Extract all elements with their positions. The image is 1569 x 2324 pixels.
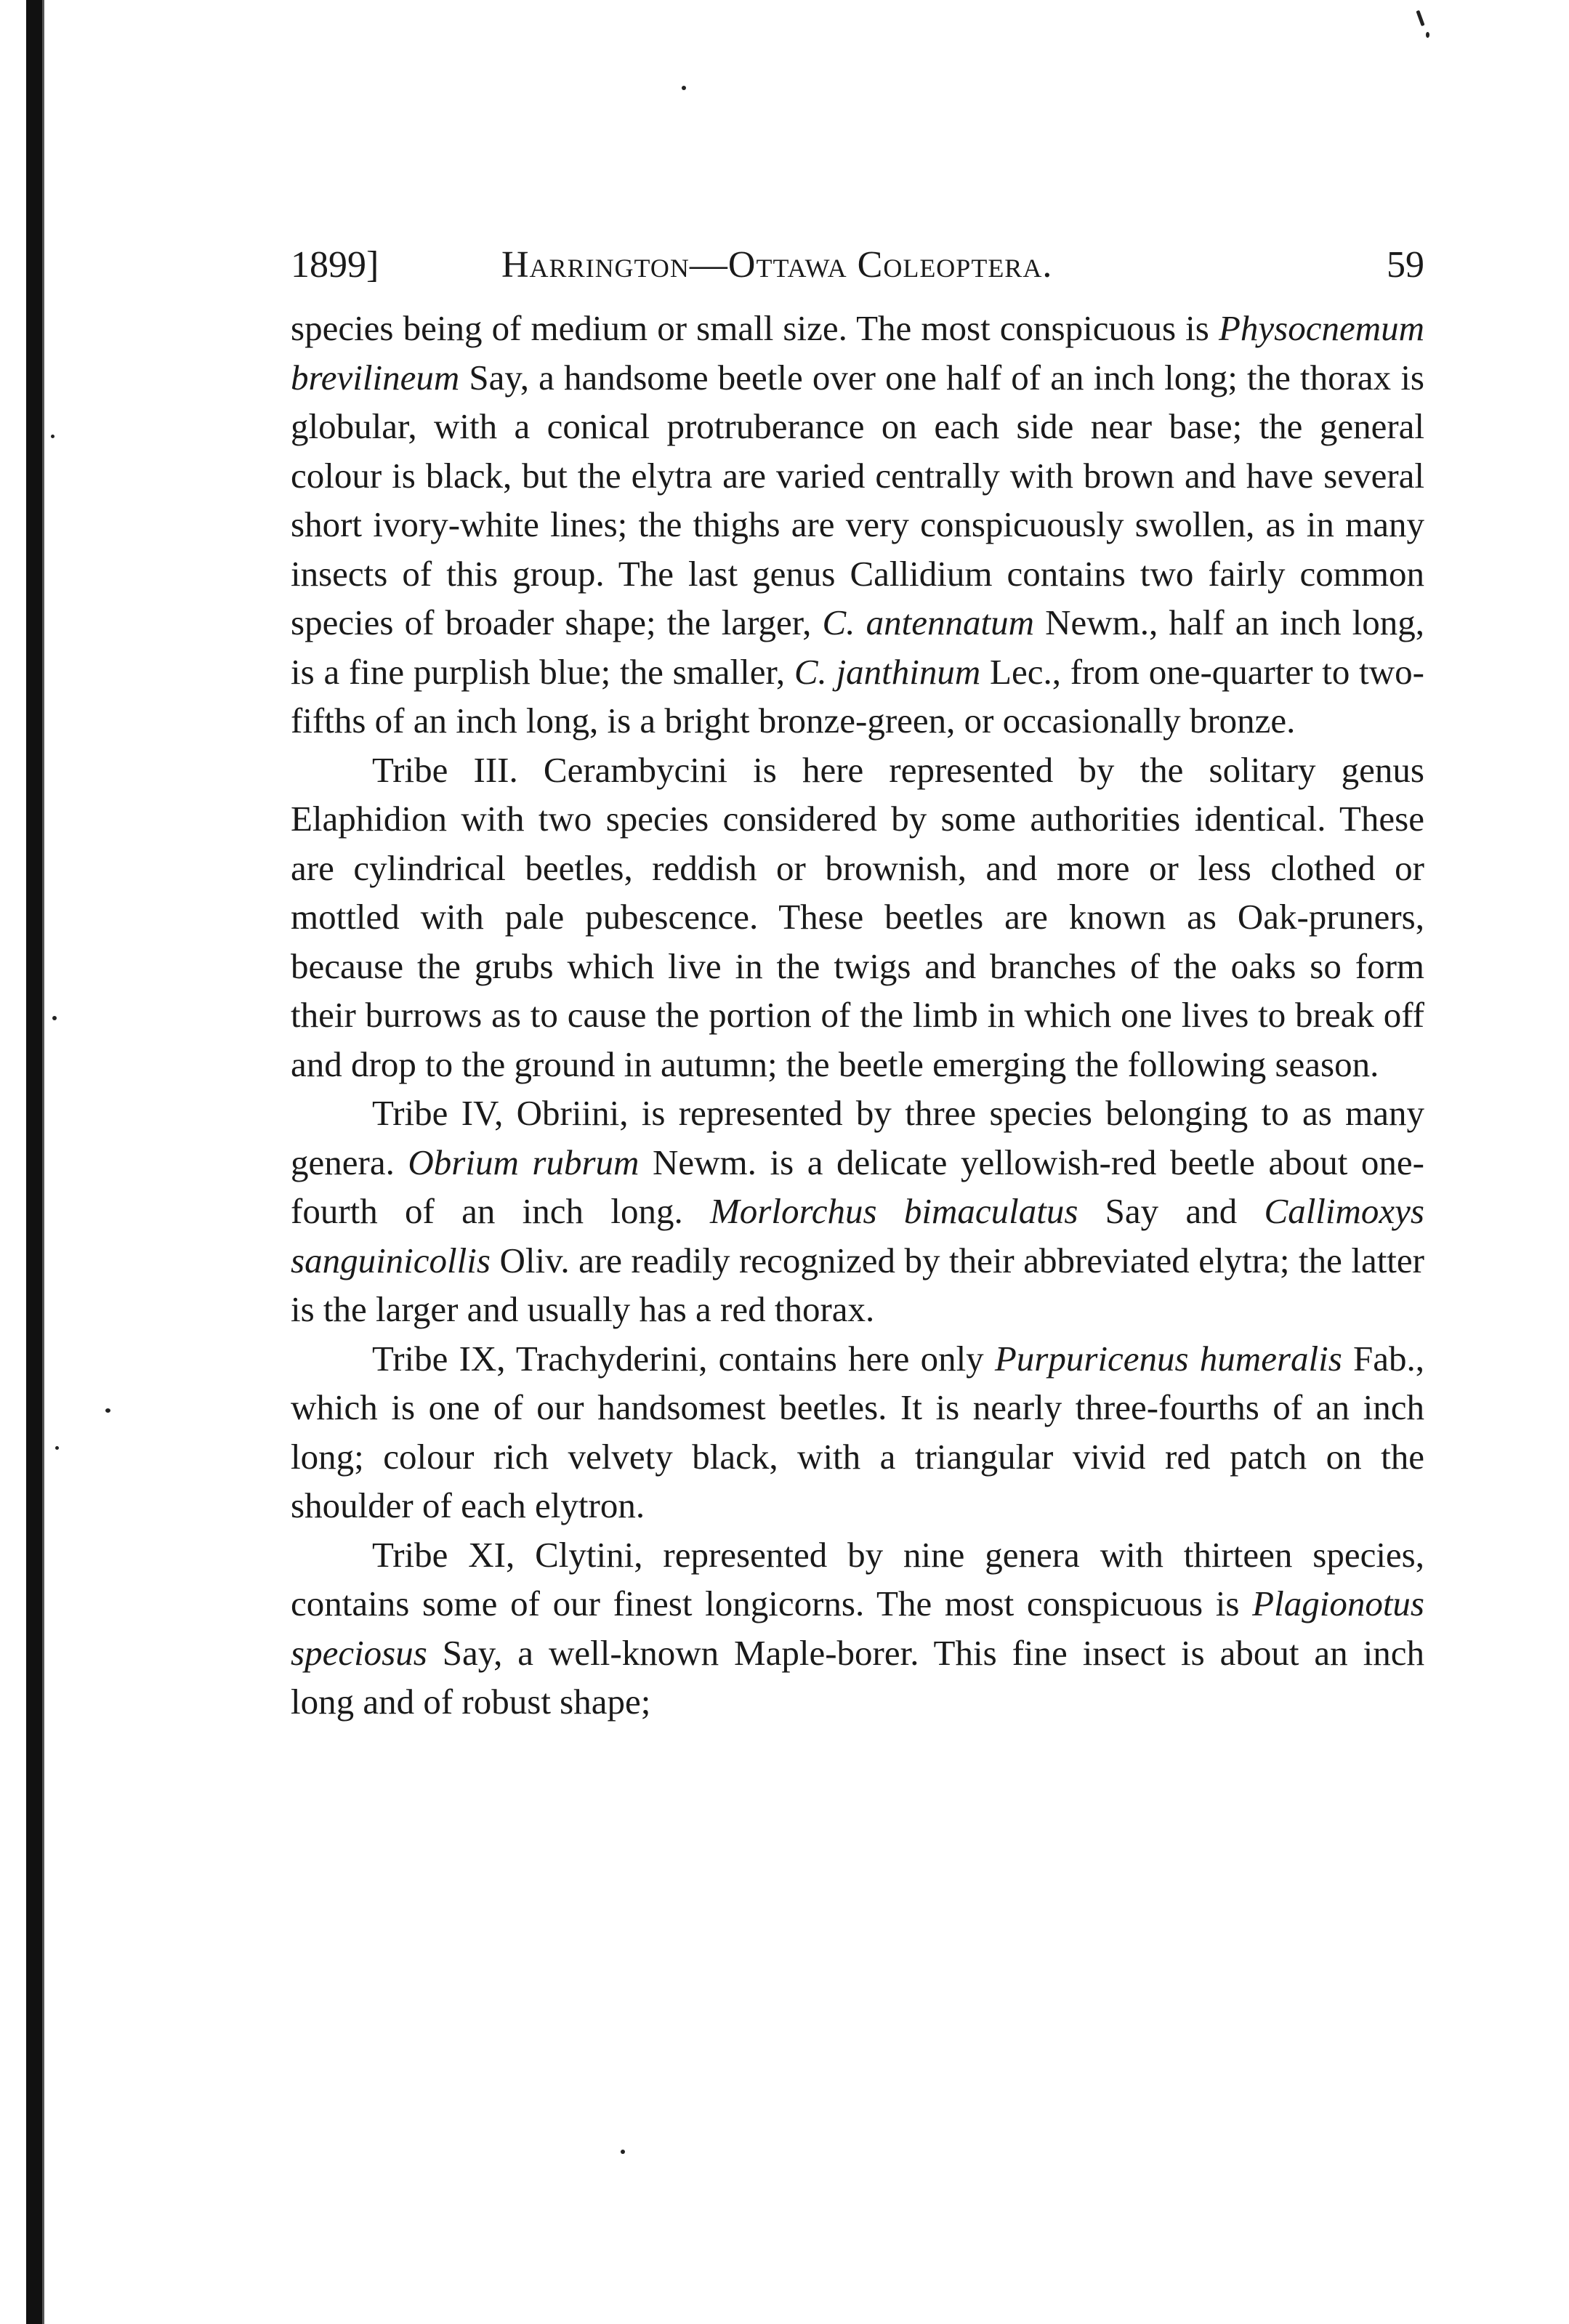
text-run: Tribe IV, Obriini, is represented by three species belonging to as many genera. — [291, 1093, 1424, 1182]
scan-speck — [1416, 10, 1424, 26]
species-name: Obrium rubrum — [408, 1142, 640, 1182]
text-run: Fab., which is one of our handsomest beetles. It is nearly three-fourths of an inch long; colour rich velvety black, with a triangular vivid red patch on the shoulder of each elytron. — [291, 1338, 1424, 1525]
text-run: Newm., half an inch long, is a fine purplish blue; the smaller, — [291, 602, 1425, 692]
species-name: C. antennatum — [822, 602, 1034, 642]
paragraph — [291, 1089, 1424, 1334]
text-run: Lec., from one-quarter to two-fifths of an inch long, is a bright bronze-green, or occasionally bronze. — [291, 651, 1424, 741]
running-header — [291, 236, 1424, 294]
scan-speck — [1426, 32, 1429, 38]
scan-speck — [682, 86, 686, 90]
paragraph — [291, 1334, 1424, 1530]
text-run: Say, a well-known Maple-borer. This fine insect is about an inch long and of robust shape; — [291, 1632, 1424, 1722]
binding-edge — [26, 0, 42, 2324]
text-run: Newm. is a delicate yellowish-red beetle about one-fourth of an inch long. — [291, 1142, 1424, 1231]
text-run: Oliv. are readily recognized by their abbreviated elytra; the latter is the larger and usually has a red thorax. — [291, 1240, 1424, 1329]
binding-edge-shadow — [42, 0, 44, 2324]
species-name: Morlorchus bimaculatus — [709, 1191, 1078, 1231]
page-number: 59 — [1387, 244, 1424, 286]
species-name: Plagionotus speciosus — [291, 1583, 1424, 1673]
scan-speck — [51, 435, 55, 438]
text-run: Tribe XI, Clytini, represented by nine genera with thirteen species, contains some of our finest longicorns. The most conspicuous is — [291, 1534, 1424, 1623]
paragraph — [291, 1530, 1424, 1727]
species-name: Physocnemum brevilineum — [291, 308, 1424, 398]
scan-speck — [105, 1408, 110, 1413]
text-run: Tribe III. Cerambycini is here represented by the solitary genus Elaphidion with two species considered by some authorities identical. These are cylindrical beetles, reddish or brownish, and more or less clothed or mottled with pale pubescence. These beetles are known as Oak-pruners, because the grubs which live in the twigs and branches of the oaks so form their burrows as to cause the portion of the limb in which one lives to break off and drop to the ground in autumn; the beetle emerging the following season. — [291, 749, 1424, 1084]
scan-speck — [621, 2150, 625, 2154]
running-title: Harrington—Ottawa Coleoptera. — [501, 244, 1053, 286]
scan-speck — [55, 1446, 59, 1450]
text-run: Say and — [1078, 1191, 1265, 1231]
paragraph — [291, 746, 1424, 1089]
text-run: species being of medium or small size. The most conspicuous is — [291, 308, 1219, 348]
body-text — [291, 304, 1424, 1727]
text-run: Say, a handsome beetle over one half of an inch long; the thorax is globular, with a conical protruberance on each side near base; the general colour is black, but the elytra are varied centrally with brown and have several short ivory-white lines; the thighs are very conspicuously swollen, as in many insects of this group. The last genus Callidium contains two fairly common species of broader shape; the larger, — [291, 357, 1424, 642]
scan-speck — [52, 1016, 57, 1020]
paragraph — [291, 304, 1424, 746]
species-name: Callimoxys sanguinicollis — [291, 1191, 1424, 1280]
text-run: Tribe IX, Trachyderini, contains here only — [372, 1338, 995, 1379]
species-name: Purpuricenus humeralis — [994, 1338, 1342, 1379]
volume-year: 1899] — [291, 244, 379, 286]
species-name: C. janthinum — [794, 651, 981, 692]
